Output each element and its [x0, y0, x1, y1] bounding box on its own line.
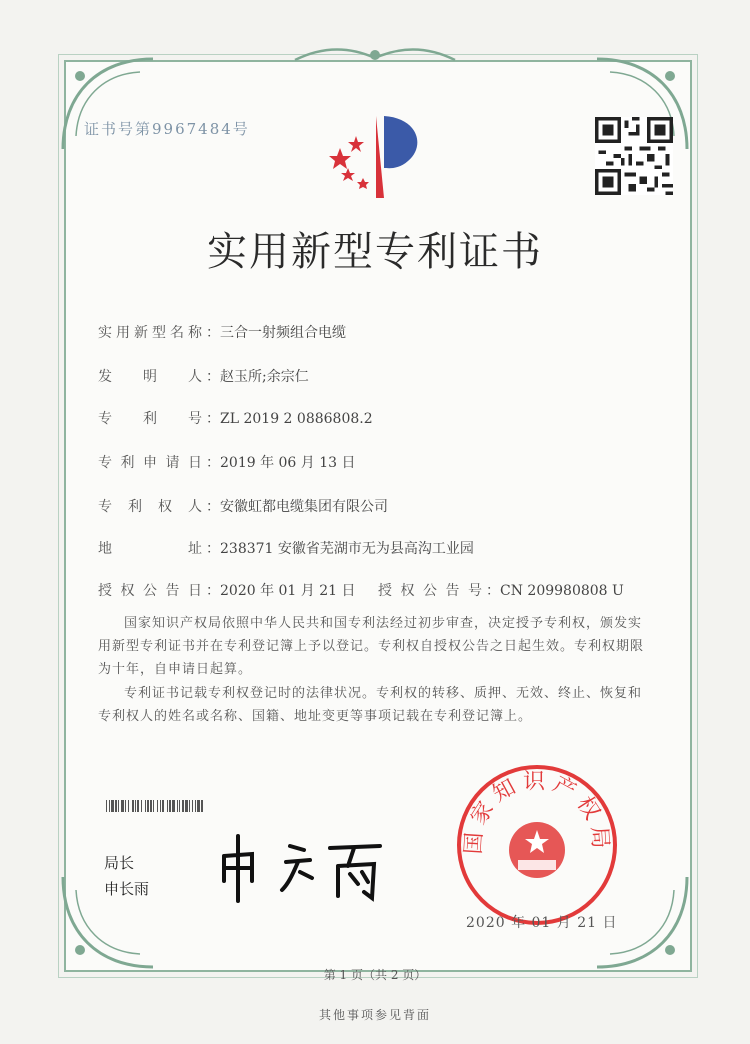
footer-note: 其他事项参见背面: [318, 1008, 431, 1022]
field-inventor: 发明人 ：赵玉所;余宗仁: [98, 366, 309, 386]
field-application-date: 专利申请日 ：2019 年 06 月 13 日: [98, 452, 356, 472]
field-utility-model-name: 实用新型名称 ：三合一射频组合电缆: [98, 322, 346, 342]
seal-text: 国家知识产权局: [461, 769, 613, 856]
field-value: ZL 2019 2 0886808.2: [220, 411, 373, 427]
page-number: 第 1 页（共 2 页）: [323, 968, 427, 982]
field-address: 地址 ：238371 安徽省芜湖市无为县高沟工业园: [98, 538, 474, 558]
body-paragraph-1: 国家知识产权局依照中华人民共和国专利法经过初步审查，决定授予专利权，颁发实用新型专利证书并在专利登记簿上予以登记。专利权自授权公告之日起生效。专利权期限为十年，自申请日起算。: [98, 616, 645, 677]
field-patent-number: 专利号 ：ZL 2019 2 0886808.2: [98, 408, 373, 428]
director-name: 申长雨: [104, 880, 150, 898]
field-patentee: 专利权人 ：安徽虹都电缆集团有限公司: [98, 496, 388, 516]
field-value: 2019 年 06 月 13 日: [220, 455, 356, 471]
field-label: 授权公告日: [98, 583, 202, 599]
body-paragraph-2: 专利证书记载专利权登记时的法律状况。专利权的转移、质押、无效、终止、恢复和专利权人的姓名或名称、国籍、地址变更等事项记载在专利登记簿上。: [98, 686, 643, 724]
field-label: 专利申请日: [98, 455, 202, 471]
ornament-top-center: [290, 40, 460, 70]
field-grant-date: 授权公告日 ：2020 年 01 月 21 日: [98, 580, 356, 600]
seal-date: 2020 年 01 月 21 日: [466, 915, 618, 931]
certificate-number: 证书号第9967484号: [84, 120, 250, 138]
field-label: 专利权人: [98, 499, 202, 515]
field-label: 地址: [98, 541, 202, 557]
barcode: [106, 800, 358, 812]
field-value: 安徽虹都电缆集团有限公司: [220, 499, 388, 515]
field-publication-number: 授权公告号 ：CN 209980808 U: [378, 580, 624, 600]
field-value: 赵玉所;余宗仁: [220, 369, 309, 385]
ornament-top-left: [58, 54, 158, 154]
official-seal: [452, 760, 622, 930]
barcode-bar: [203, 800, 204, 812]
certificate-title: 实用新型专利证书: [207, 229, 543, 275]
field-label: 实用新型名称: [98, 325, 202, 341]
patent-office-logo-icon: [318, 106, 438, 206]
director-signature: [212, 826, 392, 906]
field-value: 三合一射频组合电缆: [220, 325, 346, 341]
field-value: CN 209980808 U: [500, 583, 624, 599]
field-label: 专利号: [98, 411, 202, 427]
field-value: 2020 年 01 月 21 日: [220, 583, 356, 599]
director-title: 局长: [104, 854, 135, 872]
field-value: 238371 安徽省芜湖市无为县高沟工业园: [220, 541, 474, 557]
field-label: 发明人: [98, 369, 202, 385]
field-label: 授权公告号: [378, 583, 482, 599]
qr-code: [594, 117, 674, 195]
